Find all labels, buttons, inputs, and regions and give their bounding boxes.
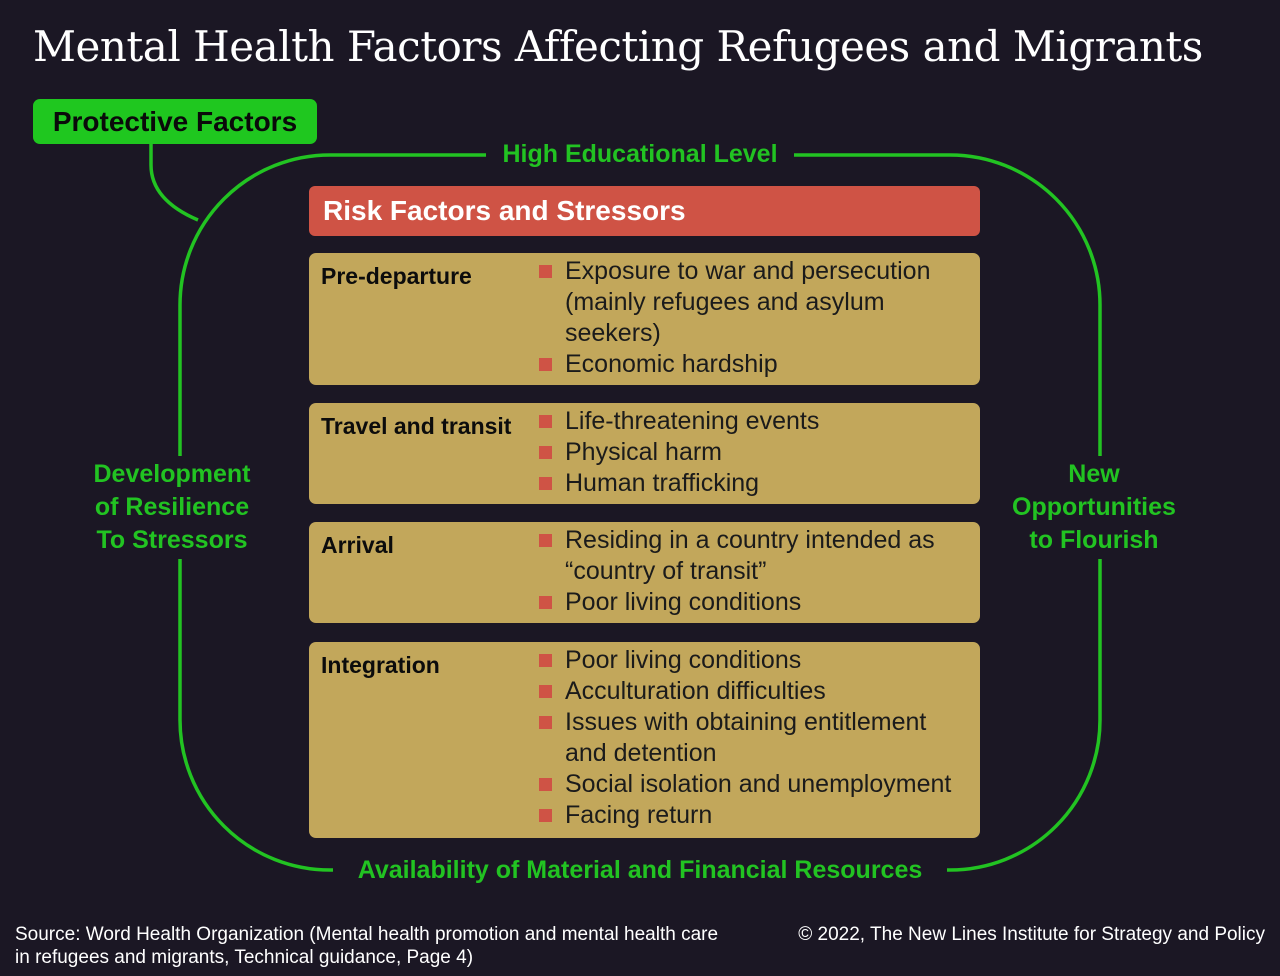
risk-factors-header: Risk Factors and Stressors — [309, 186, 980, 236]
list-item — [539, 437, 969, 468]
list-item — [539, 676, 969, 707]
stage-travel-and-transit — [309, 403, 980, 504]
stage-items — [539, 256, 969, 380]
stage-name: Travel and transit — [321, 413, 512, 439]
item-text: Poor living conditions — [565, 646, 802, 674]
item-text: Economic hardship — [565, 350, 778, 378]
square-bullet-icon — [539, 654, 552, 667]
item-text: Exposure to war and persecution (mainly refugees and asylum seekers) — [565, 257, 931, 347]
chart-title: Mental Health Factors Affecting Refugees and Migrants — [33, 22, 1203, 71]
stage-name: Integration — [321, 652, 440, 678]
protective-top-label: High Educational Level — [486, 137, 794, 171]
square-bullet-icon — [539, 809, 552, 822]
stage-name: Pre-departure — [321, 263, 472, 289]
list-item — [539, 468, 969, 499]
stage-pre-departure — [309, 253, 980, 385]
list-item — [539, 525, 969, 587]
stage-items — [539, 645, 969, 831]
square-bullet-icon — [539, 716, 552, 729]
square-bullet-icon — [539, 534, 552, 547]
list-item — [539, 349, 969, 380]
stage-items — [539, 406, 969, 499]
list-item — [539, 256, 969, 349]
right-label-line: Opportunities — [1012, 493, 1176, 521]
list-item — [539, 587, 969, 618]
item-text: Physical harm — [565, 438, 722, 466]
square-bullet-icon — [539, 415, 552, 428]
protective-left-label — [70, 456, 274, 559]
square-bullet-icon — [539, 778, 552, 791]
list-item — [539, 800, 969, 831]
stage-name: Arrival — [321, 532, 394, 558]
square-bullet-icon — [539, 446, 552, 459]
stage-items — [539, 525, 969, 618]
item-text: Human trafficking — [565, 469, 760, 497]
square-bullet-icon — [539, 265, 552, 278]
stage-arrival — [309, 522, 980, 623]
item-text: Life-threatening events — [565, 407, 820, 435]
protective-right-label — [994, 456, 1194, 559]
item-text: Issues with obtaining entitlement and detention — [565, 708, 927, 767]
copyright-note: © 2022, The New Lines Institute for Strategy and Policy — [798, 924, 1265, 945]
left-label-line: Development — [93, 460, 251, 488]
item-text: Social isolation and unemployment — [565, 770, 952, 798]
square-bullet-icon — [539, 358, 552, 371]
list-item — [539, 645, 969, 676]
left-label-line: of Resilience — [94, 493, 250, 521]
protective-factors-badge: Protective Factors — [33, 99, 317, 144]
left-label-line: To Stressors — [96, 526, 248, 554]
protective-bottom-label: Availability of Material and Financial Resources — [333, 853, 947, 887]
square-bullet-icon — [539, 477, 552, 490]
list-item — [539, 406, 969, 437]
badge-connector — [151, 140, 198, 220]
square-bullet-icon — [539, 596, 552, 609]
right-label-line: New — [1068, 460, 1120, 488]
list-item — [539, 707, 969, 769]
right-label-line: to Flourish — [1029, 526, 1159, 554]
stage-integration — [309, 642, 980, 838]
item-text: Acculturation difficulties — [565, 677, 826, 705]
source-note: Source: Word Health Organization (Mental health promotion and mental health care in refugees and migrants, Technical guidance, Page 4) — [15, 924, 719, 968]
item-text: Poor living conditions — [565, 588, 802, 616]
item-text: Facing return — [565, 801, 713, 829]
square-bullet-icon — [539, 685, 552, 698]
list-item — [539, 769, 969, 800]
item-text: Residing in a country intended as “country of transit” — [565, 526, 935, 585]
